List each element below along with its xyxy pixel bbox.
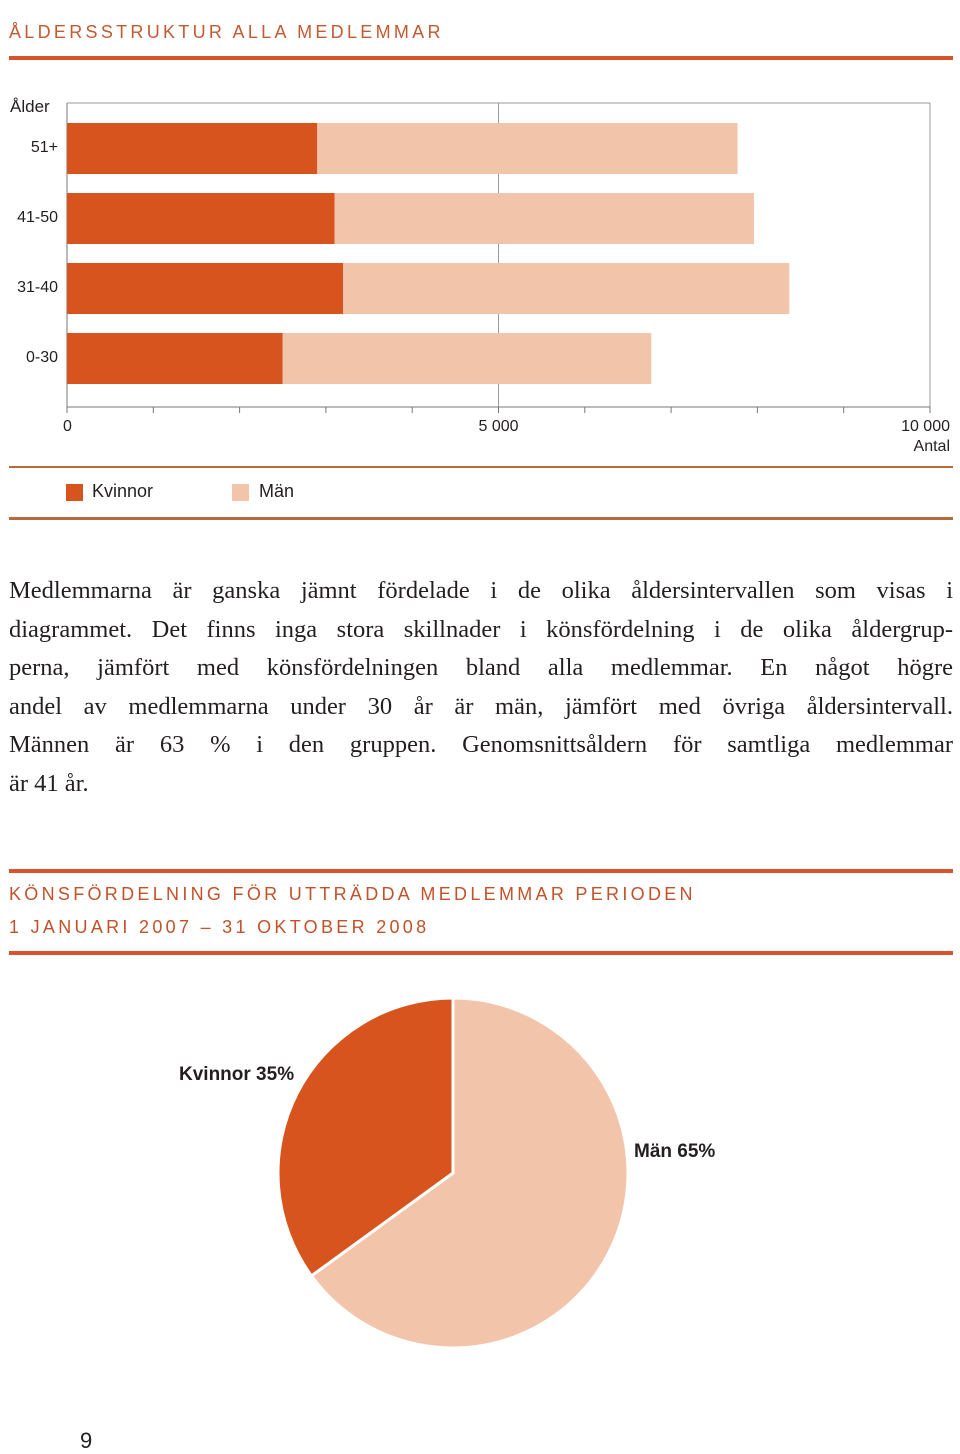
x-tick-label: 10 000 [901, 418, 950, 435]
x-axis-label: Antal [913, 438, 950, 455]
bar-kvinnor [67, 193, 335, 244]
pie-label-man: Män 65% [634, 1141, 716, 1162]
body-line: Medlemmarna är ganska jämnt fördelade i de olika åldersintervallen som visas i [9, 577, 953, 604]
category-label: 31-40 [17, 278, 58, 296]
bar-kvinnor [67, 333, 283, 384]
category-label: 0-30 [25, 348, 58, 366]
body-line: andel av medlemmarna under 30 år är män, jämfört med övriga åldersintervall. [9, 692, 953, 720]
body-line: diagrammet. Det finns inga stora skillnader i könsfördelning i de olika åldergrup- [9, 615, 953, 643]
category-label: 41-50 [17, 208, 58, 226]
pie-label-kvinnor: Kvinnor 35% [179, 1064, 295, 1085]
bar-man [335, 193, 754, 244]
section2-bottom-rule [9, 951, 953, 955]
age-structure-bar-chart [0, 95, 960, 415]
section-title-gender-distribution: KÖNSFÖRDELNING FÖR UTTRÄDDA MEDLEMMAR PERIODEN [9, 884, 696, 904]
gender-pie-chart [0, 960, 960, 1380]
legend-rule [9, 517, 953, 520]
title-rule [9, 56, 953, 60]
bar-man [317, 123, 737, 174]
x-tick-label: 0 [63, 418, 72, 435]
legend-swatch-man [232, 484, 249, 501]
bar-kvinnor [67, 123, 317, 174]
page-number: 9 [80, 1428, 93, 1453]
section-title-age-structure: ÅLDERSSTRUKTUR ALLA MEDLEMMAR [9, 22, 444, 42]
body-line: Männen är 63 % i den gruppen. Genomsnittsåldern för samtliga medlemmar [9, 731, 953, 758]
body-paragraph [9, 572, 953, 803]
category-label: 51+ [30, 138, 58, 156]
body-line: är 41 år. [9, 769, 89, 797]
legend-label-man: Män [259, 481, 295, 501]
y-axis-label: Ålder [10, 97, 50, 116]
bar-man [283, 333, 652, 384]
bar-man [343, 263, 789, 314]
chart-divider [9, 466, 953, 468]
x-tick-label: 5 000 [478, 418, 519, 435]
body-line: perna, jämfört med könsfördelningen bland alla medlemmar. En något högre [9, 654, 953, 681]
legend-label-kvinnor: Kvinnor [92, 481, 154, 501]
section2-top-rule [9, 869, 953, 873]
bar-kvinnor [67, 263, 343, 314]
section-title-period: 1 JANUARI 2007 – 31 OKTOBER 2008 [9, 917, 430, 937]
legend-swatch-kvinnor [66, 484, 83, 501]
